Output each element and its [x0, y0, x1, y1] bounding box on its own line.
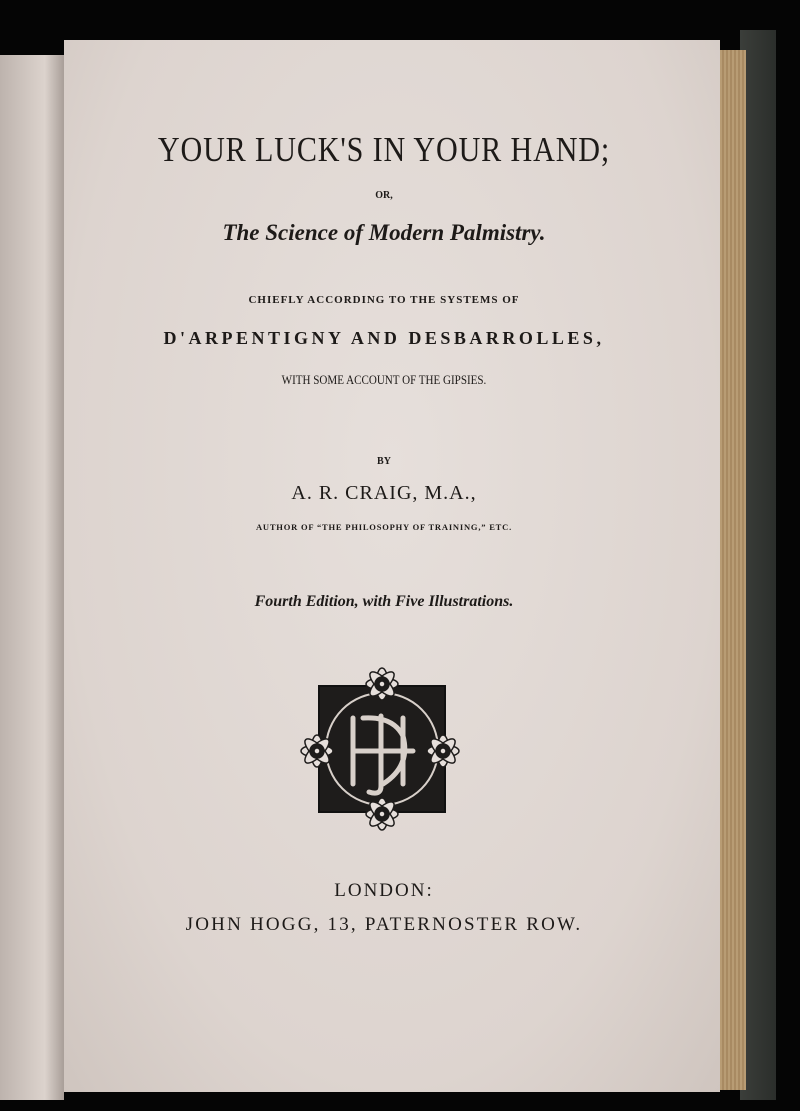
- publisher: JOHN HOGG, 13, PATERNOSTER ROW.: [185, 914, 583, 935]
- by-text: BY: [377, 456, 391, 467]
- publication-place: LONDON:: [334, 880, 434, 901]
- page-edges: [716, 50, 746, 1090]
- publisher-monogram-emblem: [293, 656, 469, 842]
- author-name: A. R. CRAIG, M.A.,: [291, 482, 477, 504]
- author-note: AUTHOR OF “THE PHILOSOPHY OF TRAINING,” ETC.: [255, 522, 513, 532]
- authorities: D'ARPENTIGNY AND DESBARROLLES,: [163, 328, 605, 348]
- book-subtitle: The Science of Modern Palmistry.: [222, 220, 546, 245]
- book-title: YOUR LUCK'S IN YOUR HAND;: [157, 130, 611, 169]
- left-page-edge: [0, 55, 64, 1100]
- edition: Fourth Edition, with Five Illustrations.: [254, 593, 514, 610]
- or-text: OR,: [375, 190, 393, 201]
- with-account: WITH SOME ACCOUNT OF THE GIPSIES.: [281, 372, 487, 387]
- chiefly-text: CHIEFLY ACCORDING TO THE SYSTEMS OF: [248, 294, 520, 306]
